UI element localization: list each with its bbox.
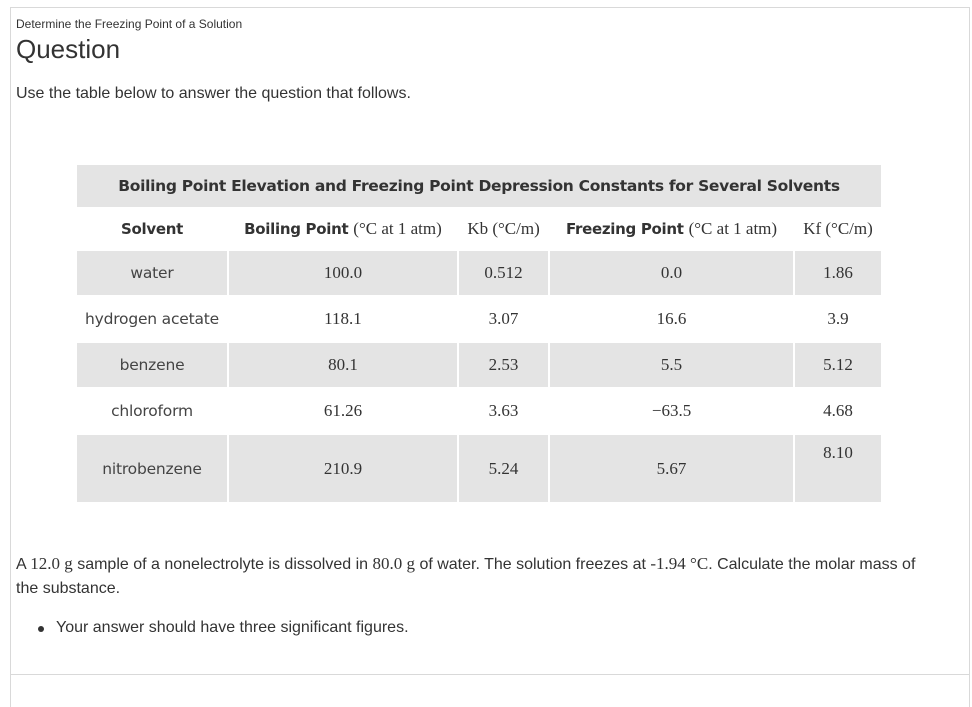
header-boiling-point <box>229 209 457 249</box>
cell-kf: 4.68 <box>823 401 853 420</box>
table-row <box>77 435 881 502</box>
cell-bp: 100.0 <box>229 251 457 295</box>
divider <box>10 674 970 675</box>
cell-kb: 3.63 <box>488 401 519 420</box>
table-header-row <box>77 209 881 249</box>
header-solvent <box>77 209 227 249</box>
cell-kf: 3.9 <box>827 309 849 328</box>
cell-fp: 5.5 <box>550 343 793 387</box>
cell-kf: 5.12 <box>795 343 881 387</box>
instruction-item: Your answer should have three significant figures. <box>38 619 409 637</box>
cell-bp: 61.26 <box>323 401 363 420</box>
header-bp-label: Boiling Point <box>244 220 349 238</box>
question-part: A <box>16 556 26 573</box>
header-fp-label: Freezing Point <box>566 220 684 238</box>
cell-kb: 5.24 <box>459 435 548 502</box>
cell-kb: 0.512 <box>459 251 548 295</box>
cell-solvent: nitrobenzene <box>77 435 227 502</box>
question-part: sample of a nonelectrolyte is dissolved in <box>77 556 369 573</box>
cell-bp: 118.1 <box>324 309 362 328</box>
header-freezing-point <box>550 209 793 249</box>
header-kf-label: Kf (°C/m) <box>803 219 873 238</box>
header-kb <box>459 209 548 249</box>
cell-solvent: chloroform <box>111 402 193 420</box>
cell-bp: 80.1 <box>229 343 457 387</box>
table-row <box>77 297 881 341</box>
table-caption: Boiling Point Elevation and Freezing Point Depression Constants for Several Solvents <box>77 165 881 207</box>
cell-fp: 16.6 <box>656 309 687 328</box>
question-part: . Calculate the molar mass of the substance. <box>16 556 916 597</box>
header-kb-label: Kb (°C/m) <box>467 219 540 238</box>
cell-fp: 0.0 <box>550 251 793 295</box>
constants-table-wrap <box>77 163 881 504</box>
breadcrumb: Determine the Freezing Point of a Solution <box>16 17 243 31</box>
cell-kb: 2.53 <box>459 343 548 387</box>
freezing-temperature: -1.94 °C <box>650 554 709 573</box>
solute-mass: 12.0 g <box>30 554 73 573</box>
cell-fp: 5.67 <box>550 435 793 502</box>
cell-kf: 1.86 <box>795 251 881 295</box>
header-kf <box>795 209 881 249</box>
table-row <box>77 389 881 433</box>
cell-bp: 210.9 <box>229 435 457 502</box>
page-title: Question <box>16 34 121 64</box>
table-row <box>77 251 881 295</box>
cell-solvent: water <box>77 251 227 295</box>
question-text <box>16 552 936 601</box>
cell-solvent: hydrogen acetate <box>84 310 220 328</box>
solvent-mass: 80.0 g <box>372 554 415 573</box>
cell-kb: 3.07 <box>488 309 519 328</box>
instructions-list <box>38 619 409 637</box>
header-fp-unit: (°C at 1 atm) <box>688 219 778 238</box>
table-row <box>77 343 881 387</box>
cell-solvent: benzene <box>77 343 227 387</box>
intro-text: Use the table below to answer the question that follows. <box>16 85 411 102</box>
header-solvent-label: Solvent <box>121 220 183 238</box>
question-part: of water. The solution freezes at <box>419 556 646 573</box>
cell-fp: −63.5 <box>651 401 692 420</box>
header-bp-unit: (°C at 1 atm) <box>353 219 442 238</box>
cell-kf: 8.10 <box>795 435 881 502</box>
constants-table <box>75 163 883 504</box>
